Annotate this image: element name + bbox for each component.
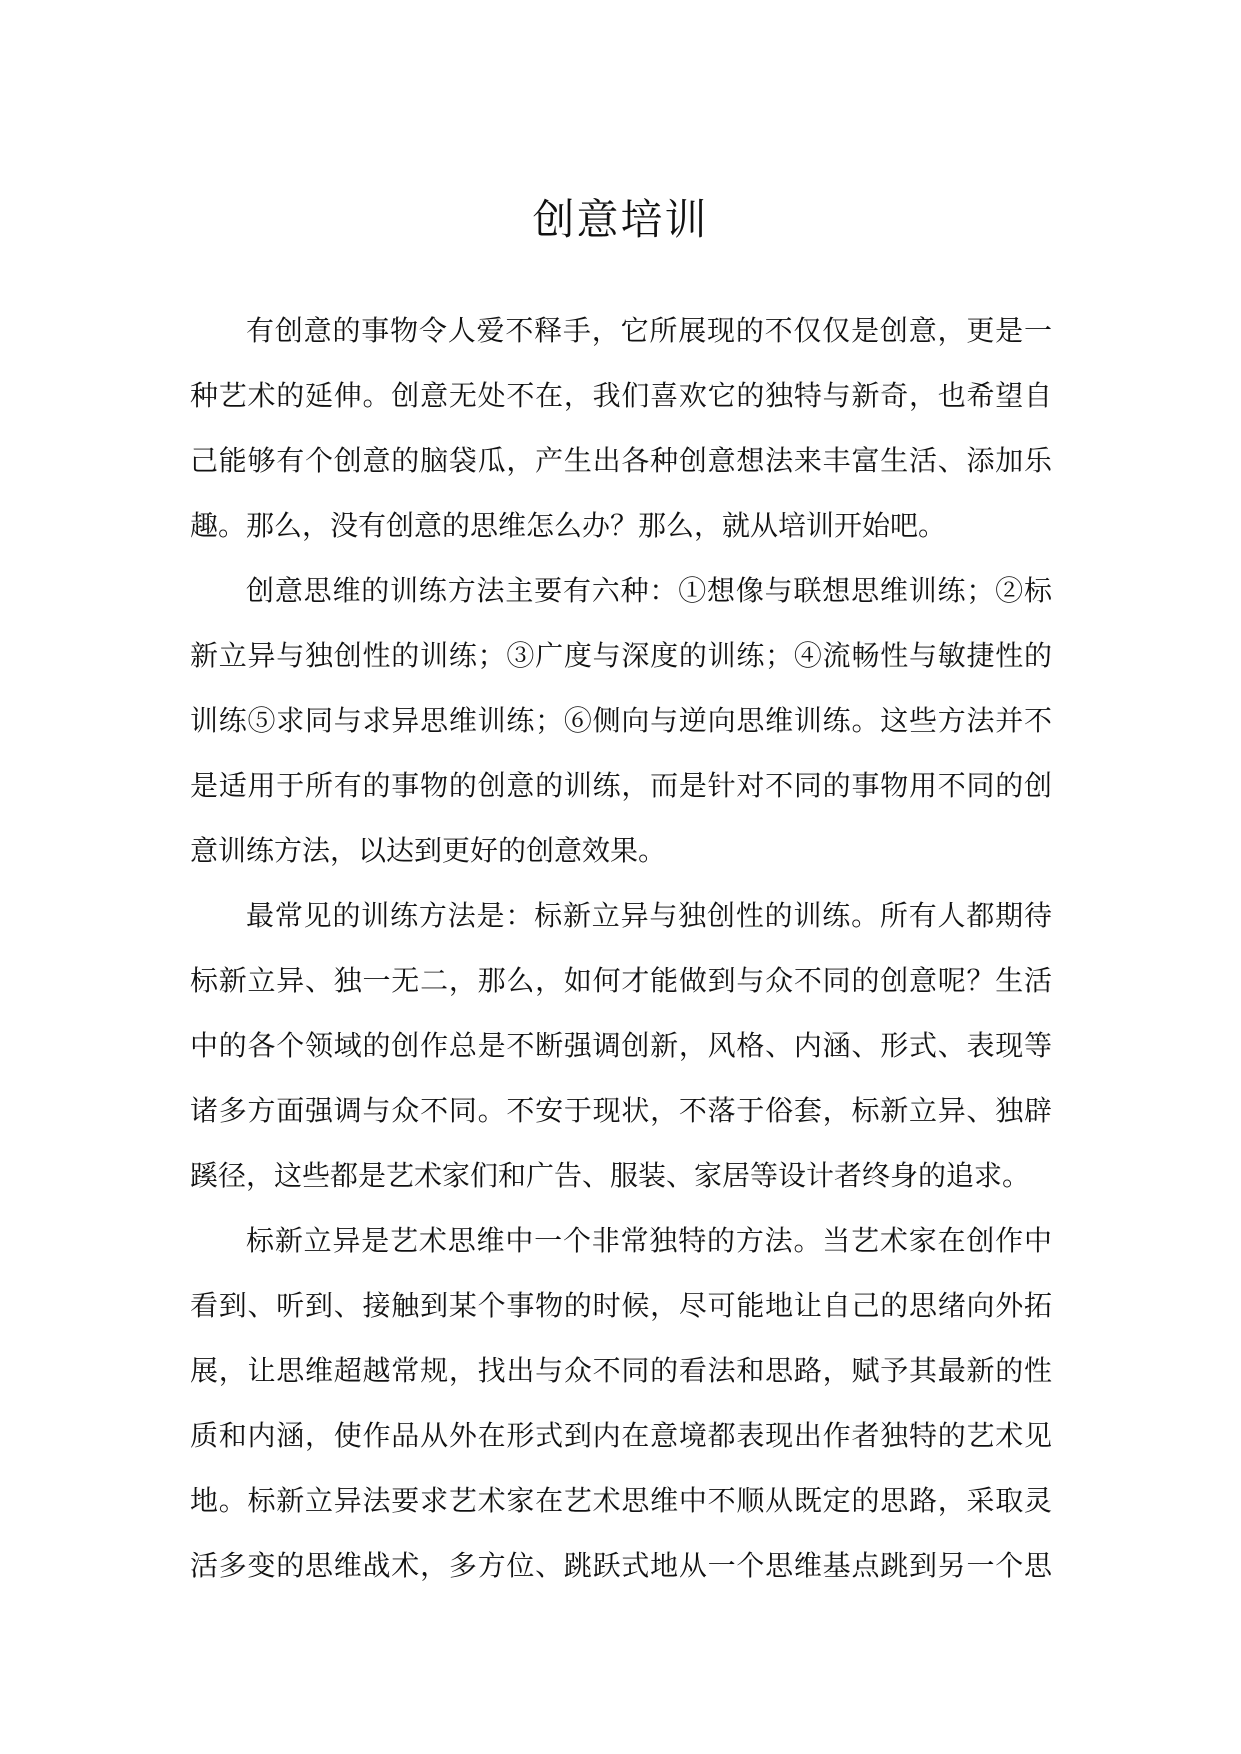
text-line: 质和内涵，使作品从外在形式到内在意境都表现出作者独特的艺术见 (190, 1419, 1052, 1452)
paragraph-3 (190, 883, 1052, 1208)
text-line: 最常见的训练方法是：标新立异与独创性的训练。所有人都期待 (246, 899, 1052, 932)
text-line: 是适用于所有的事物的创意的训练，而是针对不同的事物用不同的创 (190, 769, 1052, 802)
text-line: 展，让思维超越常规，找出与众不同的看法和思路，赋予其最新的性 (190, 1354, 1052, 1387)
text-line: 地。标新立异法要求艺术家在艺术思维中不顺从既定的思路，采取灵 (190, 1484, 1052, 1517)
text-line: 标新立异是艺术思维中一个非常独特的方法。当艺术家在创作中 (246, 1224, 1052, 1257)
text-line: 中的各个领域的创作总是不断强调创新，风格、内涵、形式、表现等 (190, 1029, 1052, 1062)
document-title: 创意培训 (532, 195, 709, 244)
text-line: 创意思维的训练方法主要有六种：①想像与联想思维训练；②标 (246, 574, 1052, 607)
text-line: 有创意的事物令人爱不释手，它所展现的不仅仅是创意，更是一 (246, 314, 1052, 347)
text-line: 趣。那么，没有创意的思维怎么办？那么，就从培训开始吧。 (190, 509, 947, 542)
text-line: 活多变的思维战术，多方位、跳跃式地从一个思维基点跳到另一个思 (190, 1549, 1052, 1582)
text-line: 意训练方法，以达到更好的创意效果。 (190, 834, 667, 867)
text-line: 诸多方面强调与众不同。不安于现状，不落于俗套，标新立异、独辟 (190, 1094, 1052, 1127)
text-line: 看到、听到、接触到某个事物的时候，尽可能地让自己的思绪向外拓 (190, 1289, 1052, 1322)
document-body (190, 298, 1052, 1598)
text-line: 训练⑤求同与求异思维训练；⑥侧向与逆向思维训练。这些方法并不 (190, 704, 1052, 737)
text-line: 新立异与独创性的训练；③广度与深度的训练；④流畅性与敏捷性的 (190, 639, 1052, 672)
paragraph-4 (190, 1208, 1052, 1598)
text-line: 蹊径，这些都是艺术家们和广告、服装、家居等设计者终身的追求。 (190, 1159, 1031, 1192)
text-line: 己能够有个创意的脑袋瓜，产生出各种创意想法来丰富生活、添加乐 (190, 444, 1052, 477)
paragraph-2 (190, 558, 1052, 883)
paragraph-1 (190, 298, 1052, 558)
text-line: 种艺术的延伸。创意无处不在，我们喜欢它的独特与新奇，也希望自 (190, 379, 1052, 412)
text-line: 标新立异、独一无二，那么，如何才能做到与众不同的创意呢？生活 (190, 964, 1052, 997)
